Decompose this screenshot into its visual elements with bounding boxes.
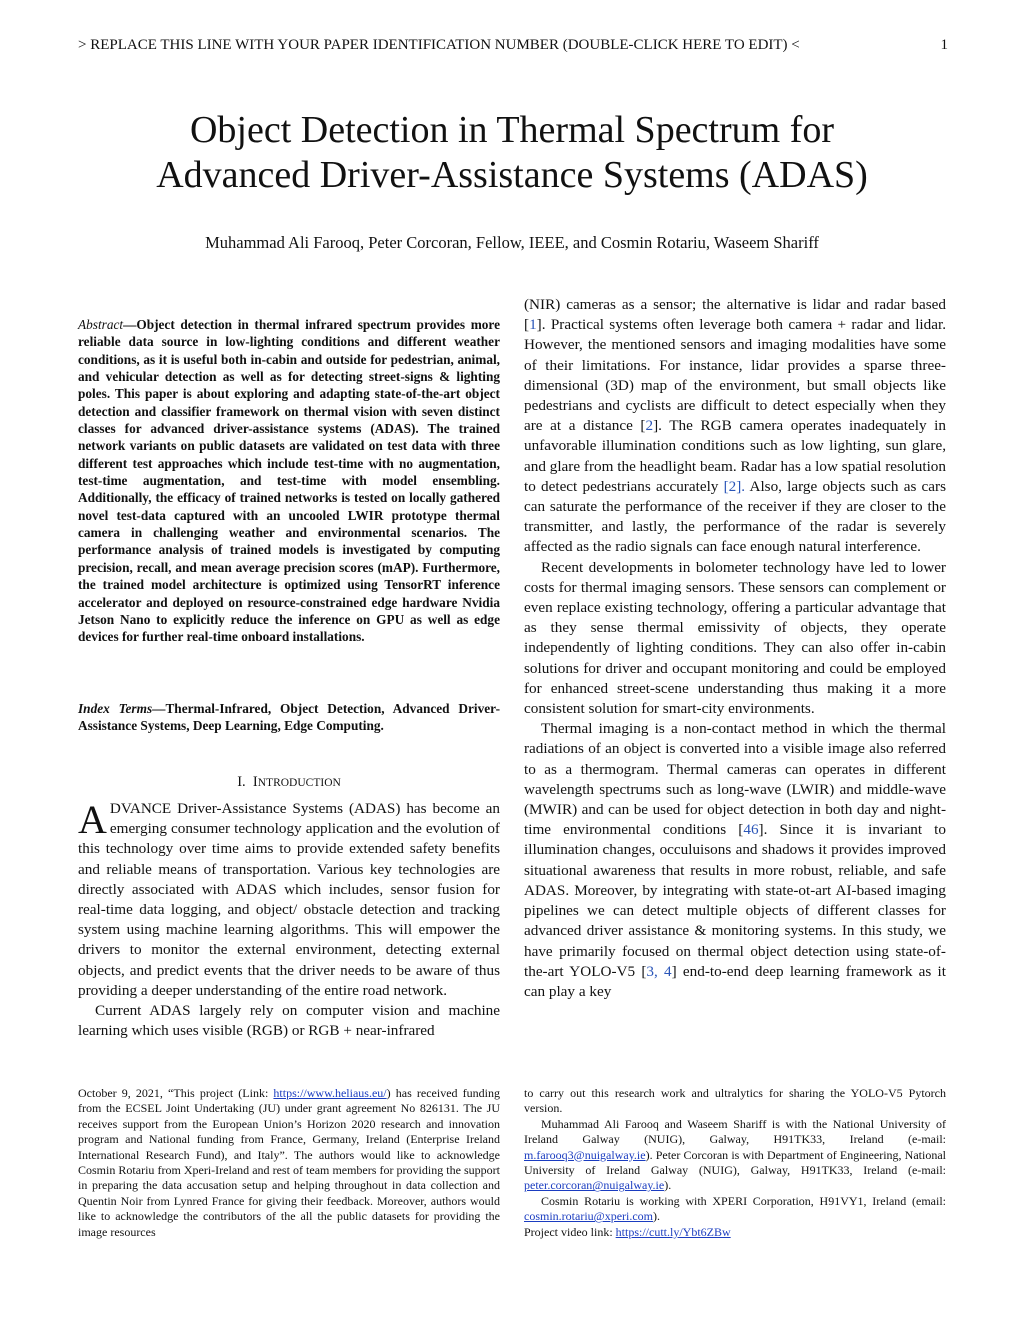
index-terms-label: Index Terms (78, 701, 153, 716)
footnote-right (524, 1086, 946, 1240)
section-title-first: I (252, 774, 258, 790)
fn-text: Cosmin Rotariu is working with XPERI Corporation, H91VY1, Ireland (email: (541, 1193, 946, 1208)
section-number: I. (237, 774, 246, 790)
fn-text: October 9, 2021, “This project (Link: (78, 1086, 274, 1100)
paragraph (78, 1001, 500, 1041)
header-text[interactable]: > REPLACE THIS LINE WITH YOUR PAPER IDENTIFICATION NUMBER (DOUBLE-CLICK HERE TO EDIT) < (78, 37, 800, 53)
index-terms-dash: — (152, 701, 166, 716)
paragraph-text: Also, large objects such as cars can saturate the performance of the receiver if they are closer to the transmitter, and lastly, the performance of the radar is severely affected as the radio signals can face enough natural interference. (524, 477, 947, 556)
paper-title (0, 108, 1024, 198)
paragraph (524, 719, 946, 1002)
paragraph-text: ] end-to-end deep learning framework as it can play a key (524, 962, 946, 1000)
citation-link[interactable]: 46 (743, 821, 759, 839)
author-list: Muhammad Ali Farooq, Peter Corcoran, Fellow, IEEE, and Cosmin Rotariu, Waseem Shariff (205, 233, 819, 252)
paragraph (78, 799, 500, 1001)
section-title-rest: NTRODUCTION (257, 777, 341, 789)
intro-right-column (524, 295, 946, 1002)
citation-link[interactable]: 2 (645, 417, 654, 435)
video-link[interactable]: https://cutt.ly/Ybt6ZBw (615, 1224, 731, 1239)
affiliation-1 (524, 1117, 946, 1194)
paragraph-text: ]. Practical systems often leverage both camera + radar and lidar. However, the mentioned sensors and imaging modalities have some of their limitations. For instance, lidar provides a sparse three-dimensional (3D) map of the environment, but small objects like pedestrians and cyclists are difficult to detect especially when they are at a distance [ (524, 316, 946, 435)
intro-left-column (78, 799, 500, 1041)
citation-link[interactable]: [2]. (723, 477, 746, 495)
video-label: Project video link: (524, 1224, 616, 1239)
heliaus-link[interactable]: https://www.heliaus.eu/ (273, 1086, 387, 1100)
paragraph-text: Recent developments in bolometer technology have led to lower costs for thermal imaging sensors. These sensors can complement or even replace existing technology, offering a particular advantage that as they sense thermal emissivity of objects, they operate independently of lighting conditions. They can also offer in-cabin solutions for driver and occupant monitoring and could be employed for enhanced street-scene understanding thus making it a more consistent solution for smart-city environments. (524, 558, 946, 718)
title-line-2: Advanced Driver-Assistance Systems (ADAS) (156, 154, 868, 196)
abstract-text: Object detection in thermal infrared spectrum provides more reliable data source in low-lighting conditions and different weather conditions, as it is useful both in-cabin and outside for pedestrian, animal, and vehicular detection as well as for detecting street-signs & lighting poles. This paper is about exploring and adapting state-of-the-art object detection and classifier framework on thermal vision with seven distinct classes for advanced driver-assistance systems (ADAS). The trained network variants on public datasets are validated on test data with three different test approaches which include test-time with no augmentation, test-time augmentation, and test-time with model ensembling. Additionally, the efficacy of trained networks is tested on locally gathered novel test-data captured with an uncooled LWIR prototype thermal camera in challenging weather and environmental scenarios. The performance analysis of trained models is investigated by computing precision, recall, and mean average precision scores (mAP). Furthermore, the trained model architecture is optimized using TensorRT inference accelerator and deployed on resource-constrained edge hardware Nvidia Jetson Nano to explicitly reduce the inference on GPU as well as edge devices for further real-time onboard installations. (78, 317, 500, 645)
index-terms (78, 700, 500, 735)
fn-text: ). Peter Corcoran is with Department of Engineering, National University of Ireland Galway (NUIG), Galway, H91TK33, Ireland (e-mail: (524, 1147, 946, 1178)
project-video (524, 1225, 946, 1240)
footnote-left (78, 1086, 500, 1240)
fn-continuation: to carry out this research work and ultralytics for sharing the YOLO-V5 Pytorch version. (524, 1086, 946, 1116)
affiliation-2 (524, 1194, 946, 1225)
page-number: 1 (940, 37, 948, 53)
citation-link[interactable]: 1 (529, 316, 537, 334)
paragraph-text: ]. Since it is invariant to illumination changes, occuluisons and shadows it provides improved situational awareness that results in more robust, reliable, and safe ADAS. Moreover, by integrating with state-ot-art AI-based imaging pipelines we can detect multiple objects of different classes for advanced driver assistance & monitoring systems. In this study, we have primarily focused on thermal object detection using state-of-the-art YOLO-V5 [ (524, 821, 946, 980)
funding-footnote (78, 1086, 500, 1240)
abstract-dash: — (123, 317, 137, 332)
abstract-label: Abstract (78, 317, 124, 332)
email-farooq-link[interactable]: m.farooq3@nuigalway.ie (524, 1147, 646, 1162)
paragraph (524, 558, 946, 720)
paragraph-text: Thermal imaging is a non-contact method in which the thermal radiations of an object is converted into a visible image also referred to as a thermogram. Thermal cameras can operates in different wavelength spectrums such as long-wave (LWIR) and middle-wave (MWIR) and can be used for object detection in both day and night-time environmental conditions [ (524, 720, 946, 839)
fn-text: ) has received funding from the ECSEL Joint Undertaking (JU) under grant agreement No 826131. The JU receives support from the European Union’s Horizon 2020 research and innovation program and National funding from France, Germany, Ireland (Enterprise Ireland International Research Fund), and Italy”. The authors would like to acknowledge Cosmin Rotariu from Xperi-Ireland and rest of team members for providing the support in preparing the data accusation setup and helping throughout in data collection and Quentin Noir from Lynred France for giving their feedback. Moreover, authors would like to acknowledge the contributors of the all the public datasets for providing the image resources (78, 1086, 500, 1239)
paragraph-text: (NIR) cameras as a sensor; the alternative is lidar and radar based [ (524, 296, 946, 334)
fn-text: ). (664, 1178, 672, 1193)
fn-text: Muhammad Ali Farooq and Waseem Shariff is with the National University of Ireland Galway (NUIG), Galway, H91TK33, Ireland (e-mail: (524, 1116, 946, 1147)
fn-text: ). (653, 1209, 661, 1224)
paragraph-text: DVANCE Driver-Assistance Systems (ADAS) has become an emerging consumer technology application and the evolution of this technology over time aims to provide extended safety benefits and reliable means of transportation. Various key technologies are directly associated with ADAS which includes, sensor fusion for real-time data logging, and object/ obstacle detection and tracking system using machine learning algorithms. This will empower the drivers to monitor the external environment, detecting external objects, and predict events that the driver needs to be aware of thus providing a deeper understanding of the entire road network. (78, 800, 500, 999)
section-heading (78, 774, 500, 791)
citation-link[interactable]: 3, 4 (646, 962, 672, 980)
email-rotariu-link[interactable]: cosmin.rotariu@xperi.com (524, 1209, 654, 1224)
title-line-1: Object Detection in Thermal Spectrum for (189, 109, 835, 151)
running-header (78, 37, 948, 54)
paragraph-text: Current ADAS largely rely on computer vision and machine learning which uses visible (RGB) or RGB + near-infrared (78, 1002, 500, 1040)
email-corcoran-link[interactable]: peter.corcoran@nuigalway.ie (524, 1178, 665, 1193)
abstract (78, 316, 500, 646)
index-terms-text: Thermal-Infrared, Object Detection, Advanced Driver-Assistance Systems, Deep Learning, Edge Computing. (78, 701, 501, 734)
paragraph (524, 295, 946, 558)
paragraph-text: ]. The RGB camera operates inadequately in unfavorable illumination conditions such as low lighting, sun glare, and glare from the headlight beam. Radar has a low spatial resolution to detect pedestrians accurately (524, 417, 946, 495)
drop-cap: A (78, 797, 107, 842)
